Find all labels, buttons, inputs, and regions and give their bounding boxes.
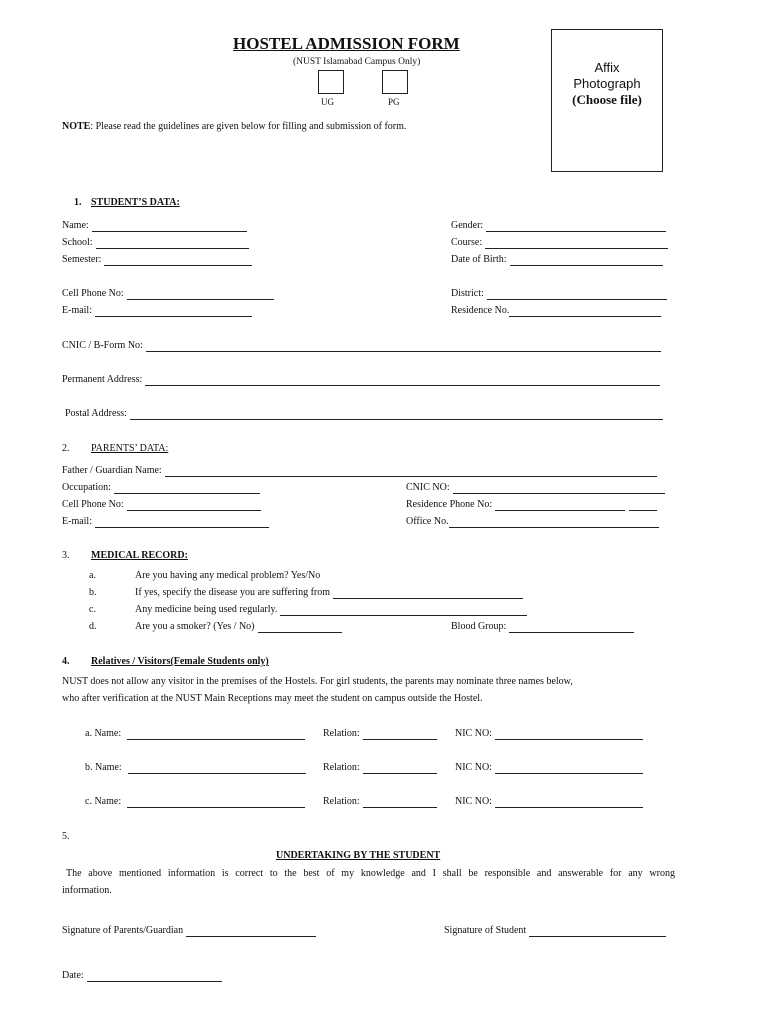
parent-signature-field[interactable]: Signature of Parents/Guardian xyxy=(62,925,316,937)
medical-item-letter: d. xyxy=(89,621,97,632)
parent-cell-field[interactable]: Cell Phone No: xyxy=(62,499,261,511)
relative-b-name-field[interactable]: b. Name: xyxy=(85,762,306,774)
parent-office-field[interactable]: Office No. xyxy=(406,516,659,528)
student-signature-field[interactable]: Signature of Student xyxy=(444,925,666,937)
section1-title: STUDENT’S DATA: xyxy=(91,197,180,208)
student-cnic-field[interactable]: CNIC / B-Form No: xyxy=(62,340,661,352)
student-cell-field[interactable]: Cell Phone No: xyxy=(62,288,274,300)
pg-label: PG xyxy=(388,97,400,107)
section4-title: Relatives / Visitors(Female Students only) xyxy=(91,656,269,667)
relative-c-relation-field[interactable]: Relation: xyxy=(323,796,437,808)
student-email-field[interactable]: E-mail: xyxy=(62,305,252,317)
section1-number: 1. xyxy=(74,197,82,208)
medical-problem-question: Are you having any medical problem? Yes/No xyxy=(135,570,321,581)
permanent-address-field[interactable]: Permanent Address: xyxy=(62,374,660,386)
note xyxy=(62,121,406,133)
photo-photograph-label: Photograph xyxy=(573,76,641,91)
disease-field[interactable]: If yes, specify the disease you are suffering from xyxy=(135,587,523,599)
student-residence-field[interactable]: Residence No. xyxy=(451,305,661,317)
choose-file-button[interactable]: (Choose file) xyxy=(572,92,642,107)
relative-b-nic-field[interactable]: NIC NO: xyxy=(455,762,643,774)
photo-affix-label: Affix xyxy=(594,60,620,75)
parent-cnic-field[interactable]: CNIC NO: xyxy=(406,482,665,494)
ug-label: UG xyxy=(321,97,334,107)
postal-address-field[interactable]: Postal Address: xyxy=(65,408,663,420)
blood-group-field[interactable]: Blood Group: xyxy=(451,621,634,633)
student-gender-field[interactable]: Gender: xyxy=(451,220,666,232)
section5-title: UNDERTAKING BY THE STUDENT xyxy=(276,850,441,861)
relative-c-name-field[interactable]: c. Name: xyxy=(85,796,305,808)
note-text: : Please read the guidelines are given below for filling and submission of form. xyxy=(90,121,407,132)
pg-checkbox[interactable] xyxy=(382,70,408,94)
residence-phone-field[interactable]: Residence Phone No: xyxy=(406,499,657,511)
relative-a-name-field[interactable]: a. Name: xyxy=(85,728,305,740)
section3-number: 3. xyxy=(62,550,70,561)
section2-number: 2. xyxy=(62,443,70,454)
student-school-field[interactable]: School: xyxy=(62,237,249,249)
ug-checkbox[interactable] xyxy=(318,70,344,94)
section5-number: 5. xyxy=(62,831,70,842)
medical-item-letter: a. xyxy=(89,570,96,581)
student-dob-field[interactable]: Date of Birth: xyxy=(451,254,663,266)
undertaking-paragraph: The above mentioned information is correct to the best of my knowledge and I shall be responsible and answerable for any wrong information. xyxy=(62,868,675,896)
guardian-name-field[interactable]: Father / Guardian Name: xyxy=(62,465,657,477)
date-field[interactable]: Date: xyxy=(62,970,222,982)
section3-title: MEDICAL RECORD: xyxy=(91,550,188,561)
student-semester-field[interactable]: Semester: xyxy=(62,254,252,266)
relative-c-nic-field[interactable]: NIC NO: xyxy=(455,796,643,808)
relative-b-relation-field[interactable]: Relation: xyxy=(323,762,437,774)
visitor-policy-paragraph: NUST does not allow any visitor in the premises of the Hostels. For girl students, the parents may nominate three names below, who after verification at the NUST Main Receptions may meet the student on campus outside the Hostel. xyxy=(62,676,573,704)
section2-title: PARENTS’ DATA: xyxy=(91,443,169,454)
parent-occupation-field[interactable]: Occupation: xyxy=(62,482,260,494)
student-course-field[interactable]: Course: xyxy=(451,237,668,249)
medical-item-letter: c. xyxy=(89,604,96,615)
form-title: HOSTEL ADMISSION FORM xyxy=(233,34,460,53)
form-subtitle: (NUST Islamabad Campus Only) xyxy=(293,57,421,67)
parent-email-field[interactable]: E-mail: xyxy=(62,516,269,528)
photo-box[interactable] xyxy=(551,29,663,172)
relative-a-nic-field[interactable]: NIC NO: xyxy=(455,728,643,740)
medicine-field[interactable]: Any medicine being used regularly. xyxy=(135,604,527,616)
note-label: NOTE xyxy=(62,121,91,132)
student-name-field[interactable]: Name: xyxy=(62,220,247,232)
section4-number: 4. xyxy=(62,656,70,667)
smoker-field[interactable]: Are you a smoker? (Yes / No) xyxy=(135,621,342,633)
student-district-field[interactable]: District: xyxy=(451,288,667,300)
medical-item-letter: b. xyxy=(89,587,97,598)
relative-a-relation-field[interactable]: Relation: xyxy=(323,728,437,740)
